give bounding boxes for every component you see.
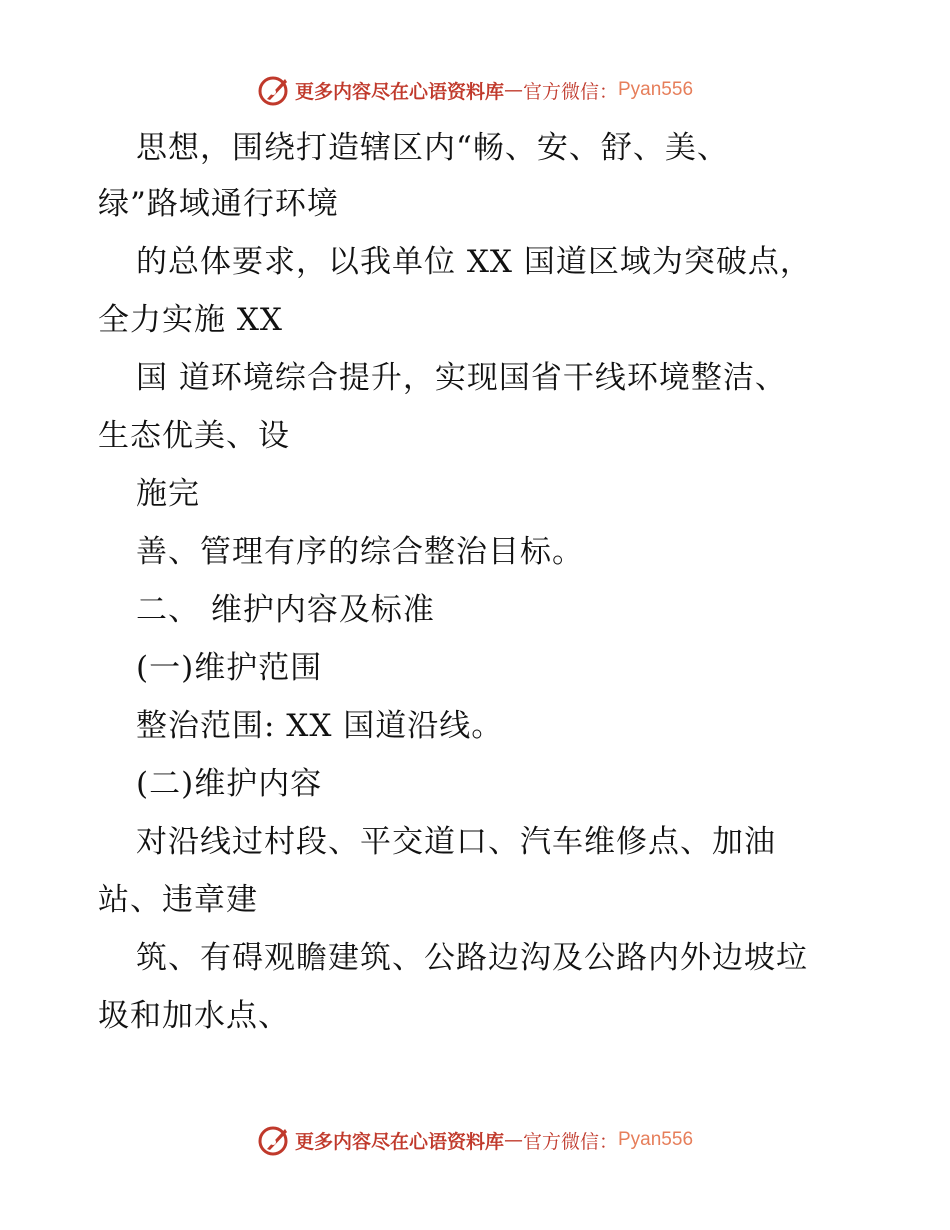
text-line: 善、管理有序的综合整治目标。 xyxy=(136,534,584,570)
quill-logo-icon xyxy=(257,1123,291,1157)
text-line: 的总体要求，以我单位 XX 国道区域为突破点， xyxy=(136,244,812,280)
text-line: 国 道环境综合提升，实现国省干线环境整洁、 xyxy=(136,360,787,396)
text-line: 圾和加水点、 xyxy=(98,998,290,1034)
text-line: 施完 xyxy=(136,476,200,512)
banner-wechat-id: Pyan556 xyxy=(618,79,694,100)
text-line: 生态优美、设 xyxy=(98,418,290,454)
text-line: 全力实施 XX xyxy=(98,302,283,338)
subsection-heading: (二)维护内容 xyxy=(136,766,323,802)
banner-separator: — xyxy=(503,1129,523,1151)
footer-watermark xyxy=(0,1120,950,1160)
header-watermark xyxy=(0,70,950,110)
banner-separator: — xyxy=(503,79,523,101)
banner-wechat-id: Pyan556 xyxy=(618,1129,694,1150)
text-line: 整治范围: XX 国道沿线。 xyxy=(136,708,504,744)
banner-brand: 更多内容尽在心语资料库 xyxy=(294,80,504,103)
subsection-heading: (一)维护范围 xyxy=(136,650,323,686)
quill-logo-icon xyxy=(257,73,291,107)
text-line: 站、违章建 xyxy=(98,882,258,918)
text-line: 筑、有碍观瞻建筑、公路边沟及公路内外边坡垃 xyxy=(136,940,808,976)
banner-brand: 更多内容尽在心语资料库 xyxy=(294,1130,504,1153)
text-line: 绿”路域通行环境 xyxy=(98,186,339,222)
banner-official: 官方微信： xyxy=(522,80,618,103)
text-line: 对沿线过村段、平交道口、汽车维修点、加油 xyxy=(136,824,776,860)
text-line: 思想，围绕打造辖区内“畅、安、舒、美、 xyxy=(136,130,729,166)
section-heading: 二、 维护内容及标准 xyxy=(136,592,435,628)
banner-official: 官方微信： xyxy=(522,1130,618,1153)
